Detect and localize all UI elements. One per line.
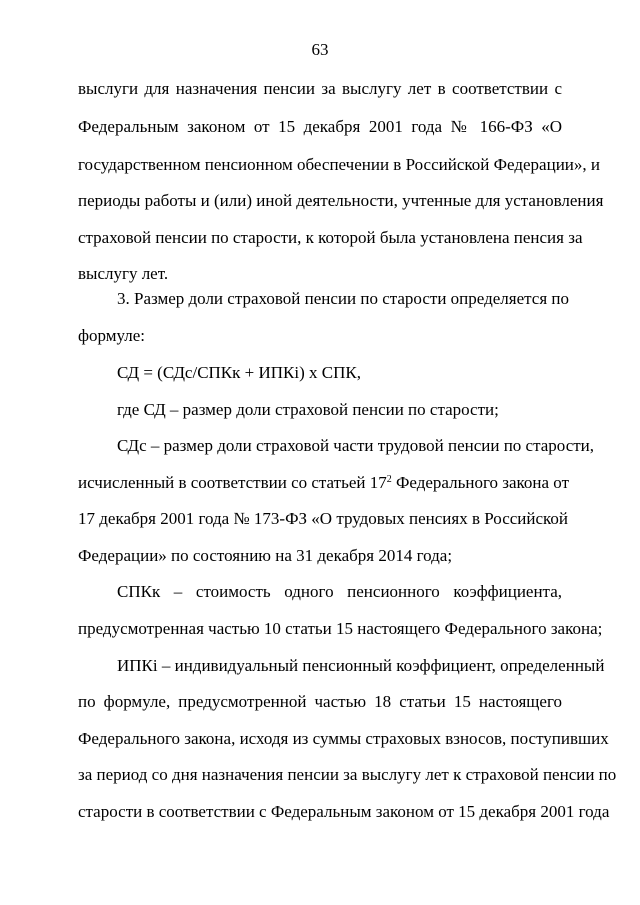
- text-line: Федеральным законом от 15 декабря 2001 года № 166-ФЗ «О: [78, 117, 562, 136]
- text-line: Федерального закона, исходя из суммы страховых взносов, поступивших: [78, 729, 609, 748]
- text-line: государственном пенсионном обеспечении в Российской Федерации», и: [78, 155, 600, 174]
- text-line: выслуги для назначения пенсии за выслугу лет в соответствии с: [78, 79, 562, 98]
- line-text-before: исчисленный в соответствии со статьей 17: [78, 473, 387, 492]
- text-line-with-superscript: [78, 473, 570, 493]
- paragraph-3-start: 3. Размер доли страховой пенсии по старости определяется по: [117, 289, 569, 308]
- formula: СД = (СДс/СПКк + ИПКi) х СПК,: [117, 363, 361, 382]
- text-line: выслугу лет.: [78, 264, 169, 283]
- text-line: Федерации» по состоянию на 31 декабря 2014 года;: [78, 546, 453, 565]
- page-number: 63: [311, 40, 329, 59]
- text-line: за период со дня назначения пенсии за выслугу лет к страховой пенсии по: [78, 765, 617, 784]
- text-line: страховой пенсии по старости, к которой была установлена пенсия за: [78, 228, 583, 247]
- definition-sds: СДс – размер доли страховой части трудовой пенсии по старости,: [117, 436, 595, 455]
- text-line: старости в соответствии с Федеральным законом от 15 декабря 2001 года: [78, 802, 610, 821]
- definition-spkk: СПКк – стоимость одного пенсионного коэффициента,: [117, 582, 562, 601]
- text-line: формуле:: [78, 326, 146, 345]
- definition-sd: где СД – размер доли страховой пенсии по старости;: [117, 400, 499, 419]
- definition-ipki: ИПКi – индивидуальный пенсионный коэффициент, определенный: [117, 656, 605, 675]
- superscript: 2: [386, 474, 392, 485]
- text-line: предусмотренная частью 10 статьи 15 настоящего Федерального закона;: [78, 619, 603, 638]
- text-line: периоды работы и (или) иной деятельности, учтенные для установления: [78, 191, 604, 210]
- text-line: 17 декабря 2001 года № 173-ФЗ «О трудовых пенсиях в Российской: [78, 509, 569, 528]
- line-text-after: Федерального закона от: [391, 473, 570, 492]
- text-line: по формуле, предусмотренной частью 18 статьи 15 настоящего: [78, 692, 562, 711]
